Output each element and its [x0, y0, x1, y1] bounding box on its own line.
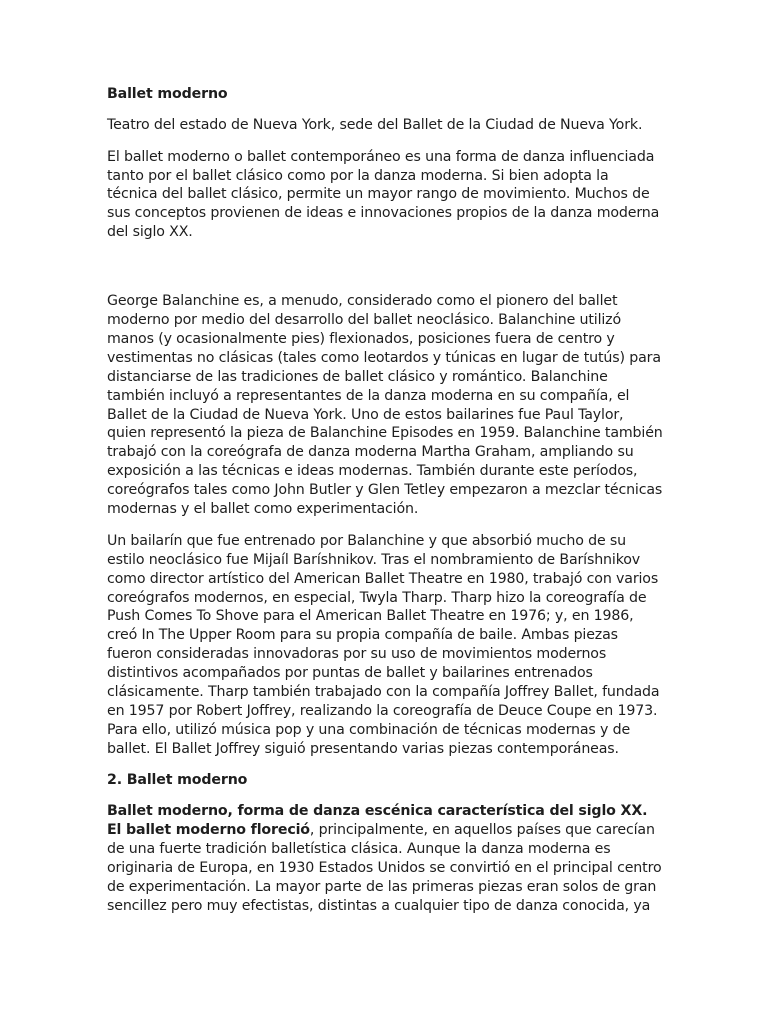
image-caption: Teatro del estado de Nueva York, sede del Ballet de la Ciudad de Nueva York. [107, 116, 643, 133]
paragraph-balanchine: George Balanchine es, a menudo, considerado como el pionero del ballet moderno por medio del desarrollo del ballet neoclásico. Balanchine utilizó manos (y ocasionalmente pies) flexionados, posiciones fuera de centro y vestimentas no clásicas (tales como leotardos y túnicas en lugar de tutús) para distanciarse de las tradiciones de ballet clásico y romántico. Balanchine también incluyó a representantes de la danza moderna en su compañía, el Ballet de la Ciudad de Nueva York. Uno de estos bailarines fue Paul Taylor, quien representó la pieza de Balanchine Episodes en 1959. Balanchine también trabajó con la coreógrafa de danza moderna Martha Graham, ampliando su exposición a las técnicas e ideas modernas. También durante este períodos, coreógrafos tales como John Butler y Glen Tetley empezaron a mezclar técnicas modernas y el ballet como experimentación. [107, 293, 663, 518]
paragraph-intro: El ballet moderno o ballet contemporáneo es una forma de danza influenciada tanto por el ballet clásico como por la danza moderna. Si bien adopta la técnica del ballet clásico, permite un mayor rango de movimiento. Muchos de sus conceptos provienen de ideas e innovaciones propios de la danza moderna del siglo XX. [107, 148, 660, 241]
paragraph-definition-bold: Ballet moderno, forma de danza escénica característica del siglo XX. El ballet moderno floreció [107, 803, 648, 839]
document-title: Ballet moderno [107, 86, 228, 102]
paragraph-barishnikov: Un bailarín que fue entrenado por Balanchine y que absorbió mucho de su estilo neoclásico fue Mijaíl Baríshnikov. Tras el nombramiento de Baríshnikov como director artístico del American Ballet Theatre en 1980, trabajó con varios coreógrafos modernos, en especial, Twyla Tharp. Tharp hizo la coreografía de Push Comes To Shove para el American Ballet Theatre en 1976; y, en 1986, creó In The Upper Room para su propia compañía de baile. Ambas piezas fueron consideradas innovadoras por su uso de movimientos modernos distintivos acompañados por puntas de ballet y bailarines entrenados clásicamente. Tharp también trabajado con la compañía Joffrey Ballet, fundada en 1957 por Robert Joffrey, realizando la coreografía de Deuce Coupe en 1973. Para ello, utilizó música pop y una combinación de técnicas modernas y de ballet. El Ballet Joffrey siguió presentando varias piezas contemporáneas. [107, 532, 660, 757]
document-page [107, 85, 663, 929]
paragraph-definition-text: , principalmente, en aquellos países que carecían de una fuerte tradición balletística clásica. Aunque la danza moderna es originaria de Europa, en 1930 Estados Unidos se convirtió en el principal centro de experimentación. La mayor parte de las primeras piezas eran solos de gran sencillez pero muy efectistas, distintas a cualquier tipo de danza conocida, ya [107, 822, 662, 914]
paragraph-definition [107, 802, 663, 915]
section-heading: 2. Ballet moderno [107, 772, 248, 789]
